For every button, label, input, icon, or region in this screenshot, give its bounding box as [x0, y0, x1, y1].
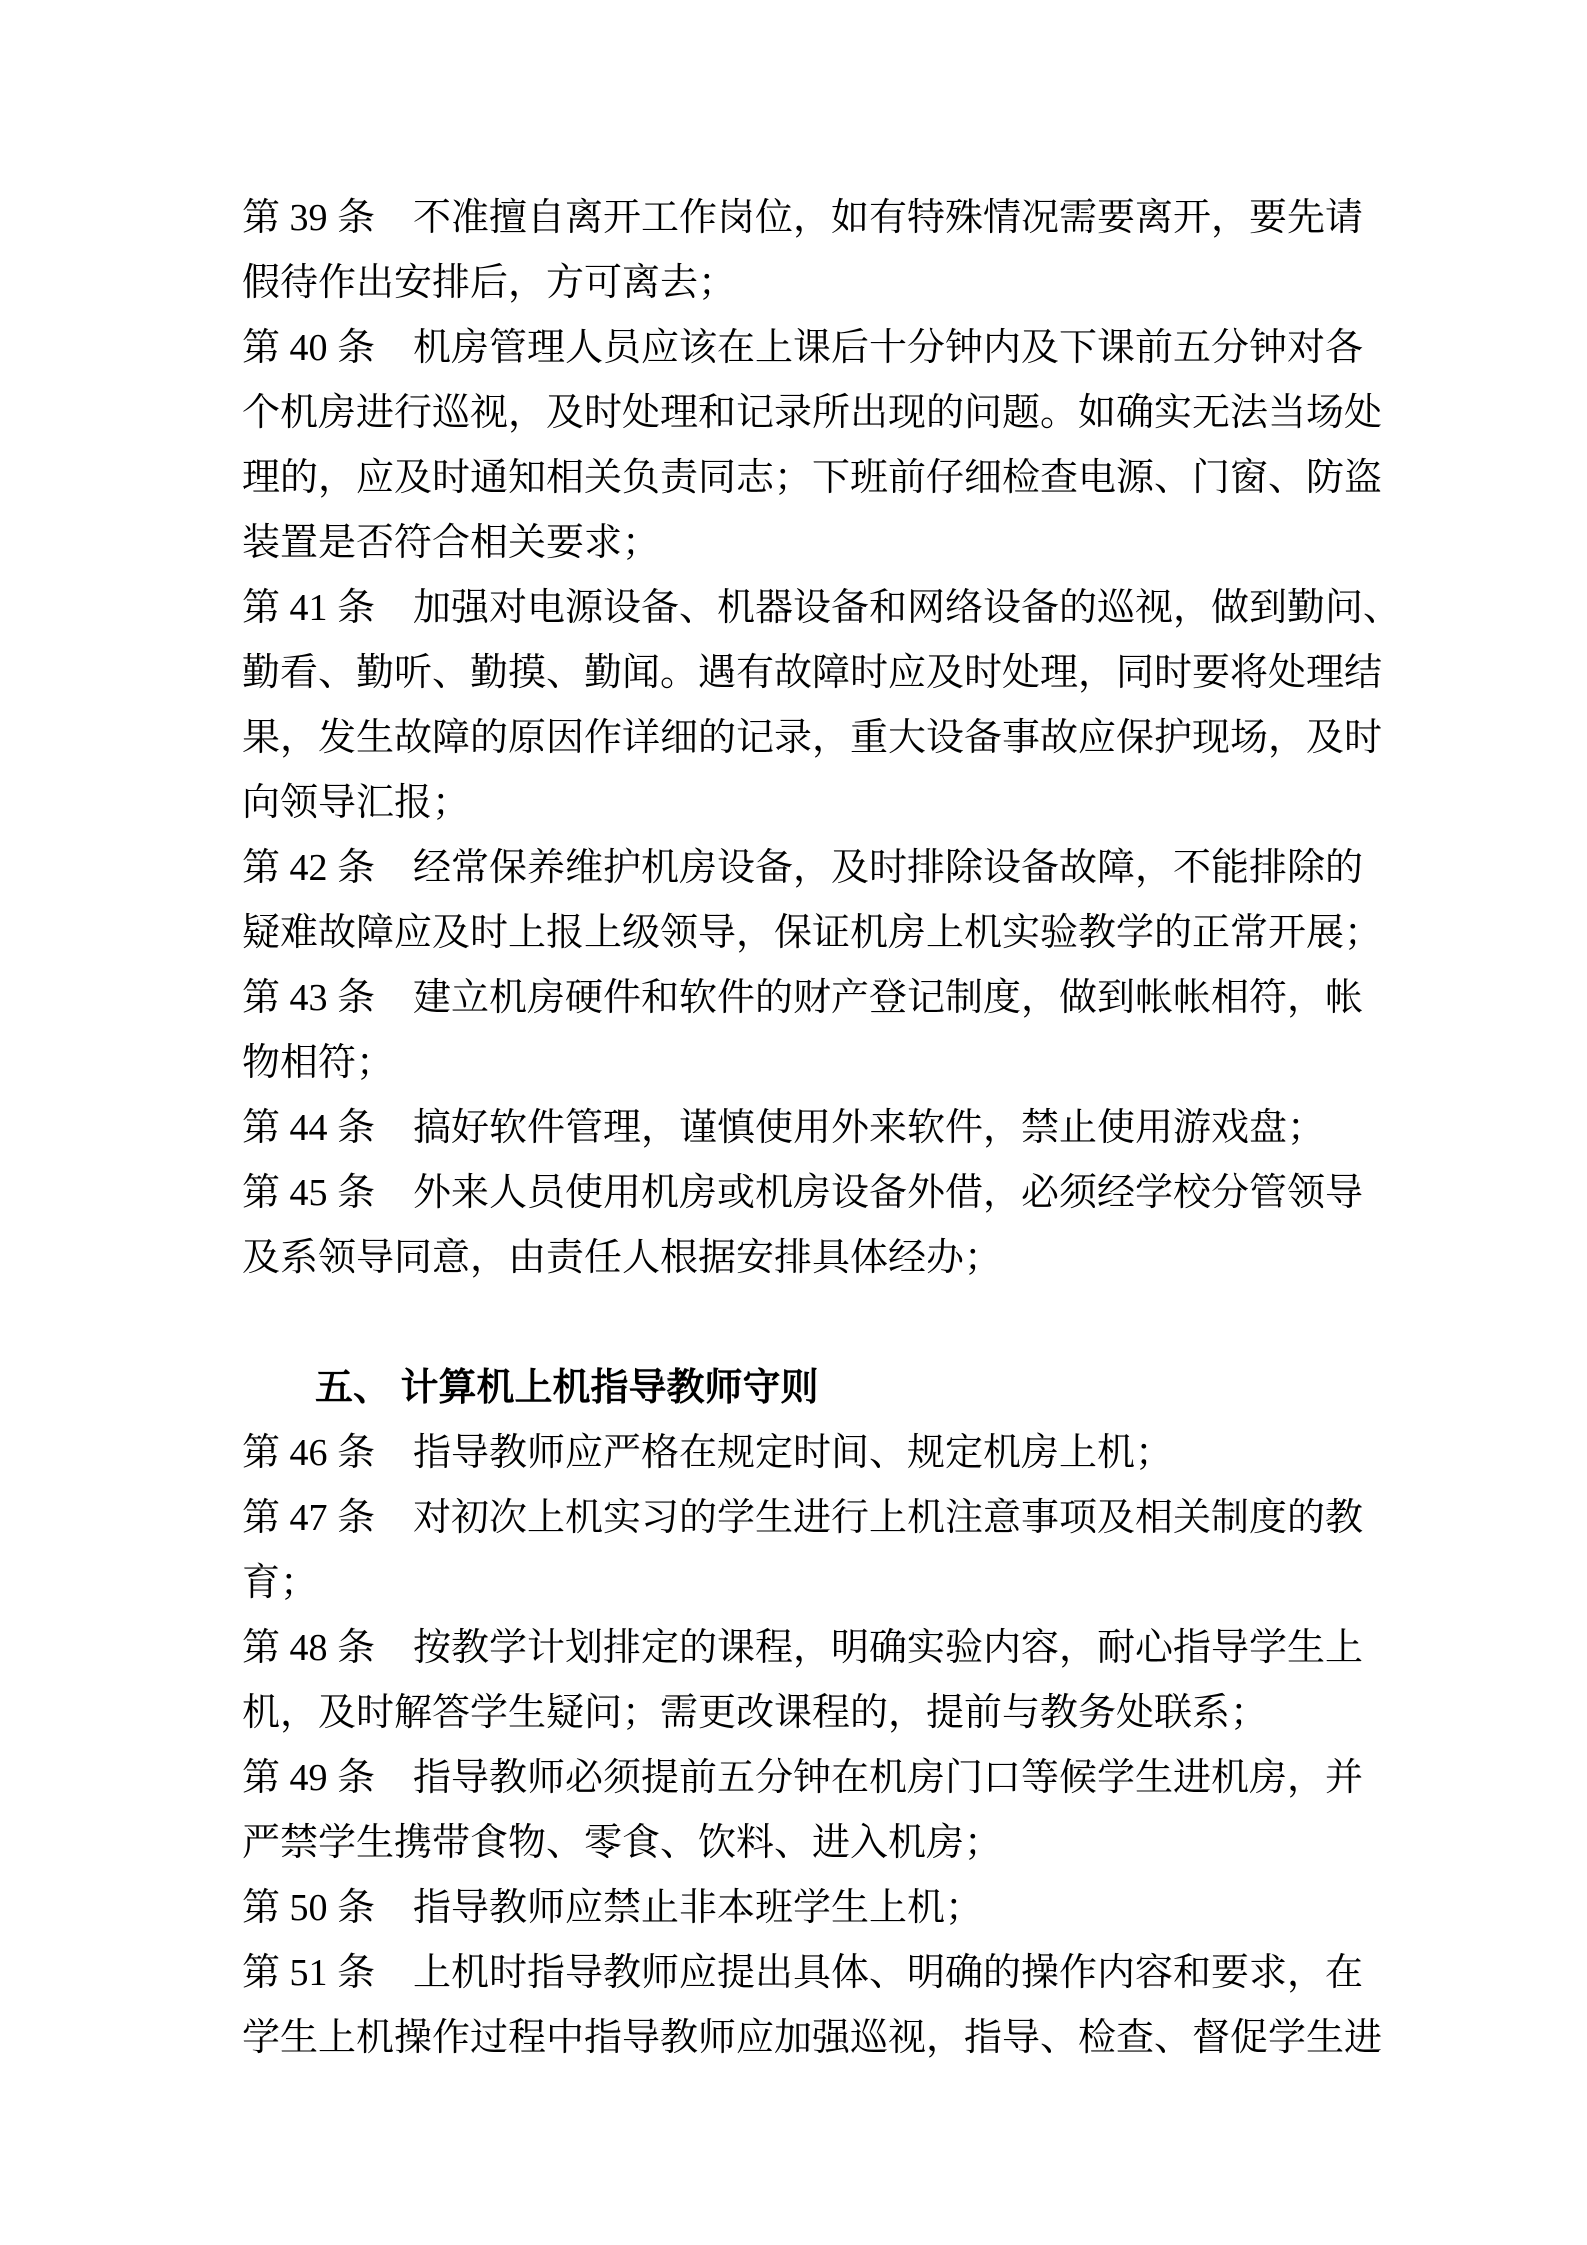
document-line: 学生上机操作过程中指导教师应加强巡视，指导、检查、督促学生进 — [242, 2017, 1383, 2059]
document-line: 及系领导同意，由责任人根据安排具体经办； — [242, 1237, 1003, 1279]
document-line: 第 43 条 建立机房硬件和软件的财产登记制度，做到帐帐相符，帐 — [242, 977, 1364, 1019]
document-line: 第 47 条 对初次上机实习的学生进行上机注意事项及相关制度的教 — [242, 1497, 1364, 1539]
document-line: 第 48 条 按教学计划排定的课程，明确实验内容，耐心指导学生上 — [242, 1627, 1364, 1669]
document-line: 育； — [242, 1562, 319, 1604]
document-line: 机，及时解答学生疑问；需更改课程的，提前与教务处联系； — [242, 1692, 1269, 1734]
document-line: 第 39 条 不准擅自离开工作岗位，如有特殊情况需要离开，要先请 — [242, 197, 1364, 239]
document-line: 第 42 条 经常保养维护机房设备，及时排除设备故障，不能排除的 — [242, 847, 1364, 889]
document-line: 第 51 条 上机时指导教师应提出具体、明确的操作内容和要求，在 — [242, 1952, 1364, 1994]
document-line: 第 41 条 加强对电源设备、机器设备和网络设备的巡视，做到勤问、 — [242, 587, 1402, 629]
document-line: 严禁学生携带食物、零食、饮料、进入机房； — [242, 1822, 1003, 1864]
blank-line — [242, 1291, 1344, 1356]
document-line: 假待作出安排后，方可离去； — [242, 262, 737, 304]
document-line: 第 44 条 搞好软件管理，谨慎使用外来软件，禁止使用游戏盘； — [242, 1107, 1326, 1149]
document-line: 物相符； — [242, 1042, 395, 1084]
document-line: 勤看、勤听、勤摸、勤闻。遇有故障时应及时处理，同时要将处理结 — [242, 652, 1383, 694]
section-heading: 五、 计算机上机指导教师守则 — [315, 1367, 819, 1409]
document-line: 理的，应及时通知相关负责同志；下班前仔细检查电源、门窗、防盗 — [242, 457, 1383, 499]
document-line: 第 45 条 外来人员使用机房或机房设备外借，必须经学校分管领导 — [242, 1172, 1364, 1214]
document-line: 第 50 条 指导教师应禁止非本班学生上机； — [242, 1887, 984, 1929]
document-line: 个机房进行巡视，及时处理和记录所出现的问题。如确实无法当场处 — [242, 392, 1383, 434]
document-line: 第 49 条 指导教师必须提前五分钟在机房门口等候学生进机房，并 — [242, 1757, 1364, 1799]
document-body — [242, 186, 1402, 2071]
document-line: 疑难故障应及时上报上级领导，保证机房上机实验教学的正常开展； — [242, 912, 1383, 954]
document-line: 第 40 条 机房管理人员应该在上课后十分钟内及下课前五分钟对各 — [242, 327, 1364, 369]
document-line: 装置是否符合相关要求； — [242, 522, 661, 564]
document-line: 向领导汇报； — [242, 782, 471, 824]
document-line: 果，发生故障的原因作详细的记录，重大设备事故应保护现场，及时 — [242, 717, 1383, 759]
document-line: 第 46 条 指导教师应严格在规定时间、规定机房上机； — [242, 1432, 1174, 1474]
